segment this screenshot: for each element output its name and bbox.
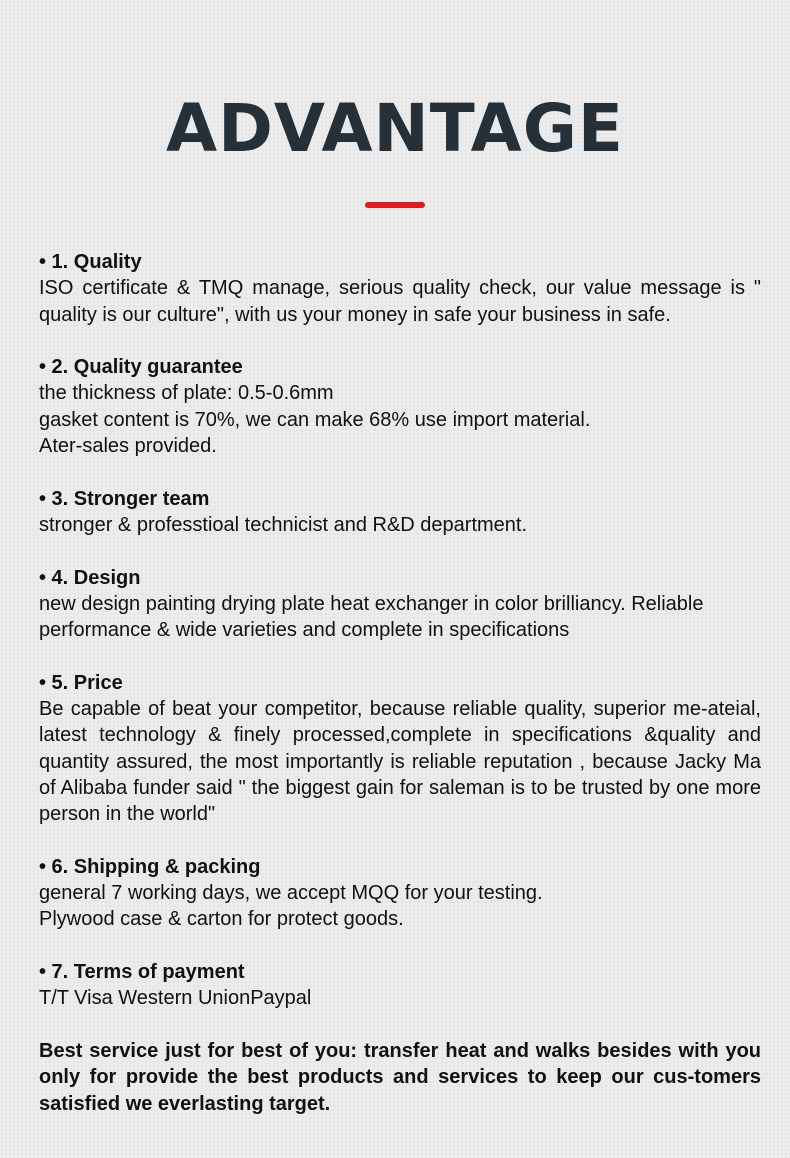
section-heading: • 2. Quality guarantee: [39, 356, 243, 379]
section-heading: • 3. Stronger team: [39, 487, 210, 510]
section-shipping-packing: [39, 854, 761, 933]
section-text: stronger & professtioal technicist and R&D department.: [39, 513, 528, 536]
section-text: Plywood case & carton for protect goods.: [39, 908, 404, 931]
closing-statement: Best service just for best of you: transfer heat and walks besides with you only for provide the best products and services to keep our cus-tomers satisfied we everlasting target.: [39, 1039, 761, 1115]
section-design: [39, 565, 761, 644]
section-text: new design painting drying plate heat exchanger in color brilliancy. Reliable performance & wide varieties and complete in specifications: [39, 592, 704, 642]
section-quality: [39, 249, 761, 328]
section-heading: • 6. Shipping & packing: [39, 855, 261, 878]
section-price: [39, 670, 761, 828]
section-terms-of-payment: [39, 959, 761, 1012]
section-quality-guarantee: [39, 354, 761, 459]
section-text: Be capable of beat your competitor, because reliable quality, superior me-ateial, latest technology & finely processed,complete in specifications &quality and quantity assured, the most importantly is reliable reputation , because Jacky Ma of Alibaba funder said " the biggest gain for saleman is to be trusted by one more person in the world": [39, 698, 761, 826]
section-heading: • 7. Terms of payment: [39, 961, 245, 984]
section-text: general 7 working days, we accept MQQ for your testing.: [39, 882, 543, 905]
advantage-list: [39, 249, 761, 1117]
section-heading: • 4. Design: [39, 566, 141, 589]
section-text: T/T Visa Western UnionPaypal: [39, 987, 312, 1010]
section-text: the thickness of plate: 0.5-0.6mm: [39, 382, 334, 405]
section-stronger-team: [39, 486, 761, 539]
page-title: ADVANTAGE: [165, 90, 624, 167]
title-underline: [365, 202, 425, 208]
section-heading: • 1. Quality: [39, 251, 142, 273]
section-heading: • 5. Price: [39, 671, 123, 694]
section-text: ISO certificate & TMQ manage, serious quality check, our value message is " quality is our culture", with us your money in safe your business in safe.: [39, 277, 761, 326]
section-text: gasket content is 70%, we can make 68% use import material.: [39, 408, 591, 431]
section-text: Ater-sales provided.: [39, 435, 217, 458]
